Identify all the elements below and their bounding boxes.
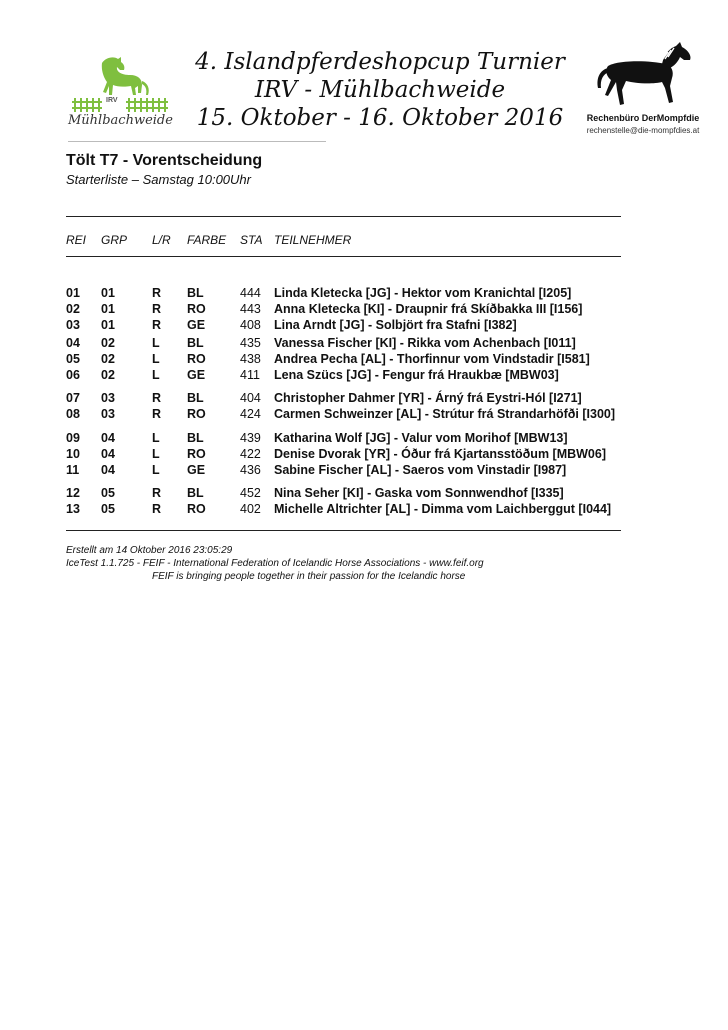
cell-teilnehmer: Katharina Wolf [JG] - Valur vom Morihof [MBW13]: [274, 431, 568, 445]
cell-sta: 408: [240, 318, 261, 332]
cell-grp: 04: [101, 463, 115, 477]
column-header-farbe: FARBE: [187, 233, 227, 247]
cell-farbe: RO: [187, 302, 206, 316]
cell-rei: 08: [66, 407, 80, 421]
cell-grp: 05: [101, 502, 115, 516]
cell-grp: 02: [101, 368, 115, 382]
cell-teilnehmer: Sabine Fischer [AL] - Saeros vom Vinstadir [I987]: [274, 463, 567, 477]
cell-grp: 03: [101, 407, 115, 421]
cell-rei: 06: [66, 368, 80, 382]
footer-created: Erstellt am 14 Oktober 2016 23:05:29: [66, 545, 233, 556]
cell-teilnehmer: Lina Arndt [JG] - Solbjört fra Stafni [I382]: [274, 318, 517, 332]
footer-software: IceTest 1.1.725 - FEIF - International Federation of Icelandic Horse Associations - www.feif.org: [66, 558, 484, 569]
table-top-rule: [66, 216, 621, 217]
cell-farbe: RO: [187, 447, 206, 461]
cell-farbe: RO: [187, 352, 206, 366]
cell-grp: 05: [101, 486, 115, 500]
column-header-sta: STA: [240, 233, 263, 247]
cell-grp: 01: [101, 318, 115, 332]
computing-office-email: rechenstelle@die-mompfdies.at: [586, 126, 700, 135]
cell-rei: 02: [66, 302, 80, 316]
cell-grp: 04: [101, 431, 115, 445]
cell-sta: 452: [240, 486, 261, 500]
cell-sta: 443: [240, 302, 261, 316]
column-header-teilnehmer: TEILNEHMER: [274, 233, 352, 247]
cell-sta: 422: [240, 447, 261, 461]
cell-farbe: BL: [187, 286, 204, 300]
cell-farbe: GE: [187, 318, 206, 332]
table-row: [0, 302, 728, 318]
cell-lr: L: [152, 447, 160, 461]
cell-lr: R: [152, 302, 162, 316]
cell-lr: L: [152, 463, 160, 477]
cell-grp: 02: [101, 336, 115, 350]
cell-lr: R: [152, 286, 162, 300]
cell-lr: R: [152, 318, 162, 332]
cell-rei: 05: [66, 352, 80, 366]
event-title: Tölt T7 - Vorentscheidung: [66, 152, 263, 169]
cell-rei: 12: [66, 486, 80, 500]
column-header-rei: REI: [66, 233, 87, 247]
cell-lr: R: [152, 502, 162, 516]
cell-lr: R: [152, 391, 162, 405]
cell-lr: L: [152, 368, 160, 382]
cell-rei: 07: [66, 391, 80, 405]
table-row: [0, 318, 728, 334]
title-line-2: IRV - Mühlbachweide: [254, 77, 506, 103]
cell-teilnehmer: Denise Dvorak [YR] - Óður frá Kjartansstöðum [MBW06]: [274, 447, 606, 461]
cell-rei: 13: [66, 502, 80, 516]
column-header-lr: L/R: [152, 233, 171, 247]
cell-farbe: BL: [187, 431, 204, 445]
cell-teilnehmer: Anna Kletecka [KI] - Draupnir frá Skíðbakka III [I156]: [274, 302, 583, 316]
cell-rei: 09: [66, 431, 80, 445]
cell-grp: 01: [101, 286, 115, 300]
cell-sta: 436: [240, 463, 261, 477]
cell-rei: 01: [66, 286, 80, 300]
rechenbuero-logo: [578, 40, 708, 150]
table-bottom-rule: [66, 530, 621, 531]
cell-farbe: BL: [187, 391, 204, 405]
cell-lr: R: [152, 407, 162, 421]
cell-sta: 444: [240, 286, 261, 300]
cell-sta: 411: [240, 368, 260, 382]
cell-farbe: GE: [187, 463, 206, 477]
table-row: [0, 463, 728, 479]
computing-office-name: Rechenbüro DerMompfdie: [586, 113, 700, 123]
cell-farbe: GE: [187, 368, 206, 382]
cell-teilnehmer: Vanessa Fischer [KI] - Rikka vom Achenbach [I011]: [274, 336, 576, 350]
cell-lr: R: [152, 486, 162, 500]
table-row: [0, 368, 728, 384]
table-row: [0, 407, 728, 423]
cell-rei: 11: [66, 463, 80, 477]
cell-lr: L: [152, 336, 160, 350]
cell-rei: 03: [66, 318, 80, 332]
table-row: [0, 336, 728, 352]
cell-farbe: RO: [187, 502, 206, 516]
black-horse-icon: [578, 40, 708, 112]
table-row: [0, 391, 728, 407]
cell-teilnehmer: Nina Seher [KI] - Gaska vom Sonnwendhof [I335]: [274, 486, 564, 500]
title-line-3: 15. Oktober - 16. Oktober 2016: [196, 105, 564, 131]
title-line-1: 4. Islandpferdeshopcup Turnier: [195, 49, 565, 75]
cell-grp: 01: [101, 302, 115, 316]
cell-teilnehmer: Christopher Dahmer [YR] - Árný frá Eystri-Hól [I271]: [274, 391, 582, 405]
cell-teilnehmer: Linda Kletecka [JG] - Hektor vom Kranichtal [I205]: [274, 286, 572, 300]
cell-lr: L: [152, 431, 160, 445]
cell-grp: 03: [101, 391, 115, 405]
header-divider: [68, 141, 326, 142]
cell-sta: 439: [240, 431, 261, 445]
tournament-title: [150, 48, 610, 132]
cell-farbe: BL: [187, 486, 204, 500]
table-row: [0, 447, 728, 463]
table-row: [0, 486, 728, 502]
column-header-grp: GRP: [101, 233, 128, 247]
cell-farbe: BL: [187, 336, 204, 350]
table-row: [0, 352, 728, 368]
event-subtitle: Starterliste – Samstag 10:00Uhr: [66, 172, 251, 187]
cell-teilnehmer: Lena Szücs [JG] - Fengur frá Hraukbæ [MBW03]: [274, 368, 559, 382]
table-row: [0, 502, 728, 518]
logo-caption: Mühlbachweide: [68, 113, 173, 128]
cell-lr: L: [152, 352, 160, 366]
cell-teilnehmer: Carmen Schweinzer [AL] - Strútur frá Strandarhöfði [I300]: [274, 407, 616, 421]
page-header: [0, 0, 728, 145]
cell-sta: 435: [240, 336, 261, 350]
cell-sta: 404: [240, 391, 261, 405]
cell-grp: 04: [101, 447, 115, 461]
cell-rei: 10: [66, 447, 80, 461]
cell-farbe: RO: [187, 407, 206, 421]
cell-grp: 02: [101, 352, 115, 366]
cell-sta: 402: [240, 502, 261, 516]
logo-irv-label: IRV: [106, 97, 118, 104]
cell-teilnehmer: Michelle Altrichter [AL] - Dimma vom Laichberggut [I044]: [274, 502, 612, 516]
cell-rei: 04: [66, 336, 80, 350]
cell-sta: 424: [240, 407, 261, 421]
footer-slogan: FEIF is bringing people together in their passion for the Icelandic horse: [152, 571, 466, 582]
cell-teilnehmer: Andrea Pecha [AL] - Thorfinnur vom Vindstadir [I581]: [274, 352, 590, 366]
cell-sta: 438: [240, 352, 261, 366]
table-row: [0, 431, 728, 447]
table-row: [0, 286, 728, 302]
table-header-rule: [66, 256, 621, 257]
